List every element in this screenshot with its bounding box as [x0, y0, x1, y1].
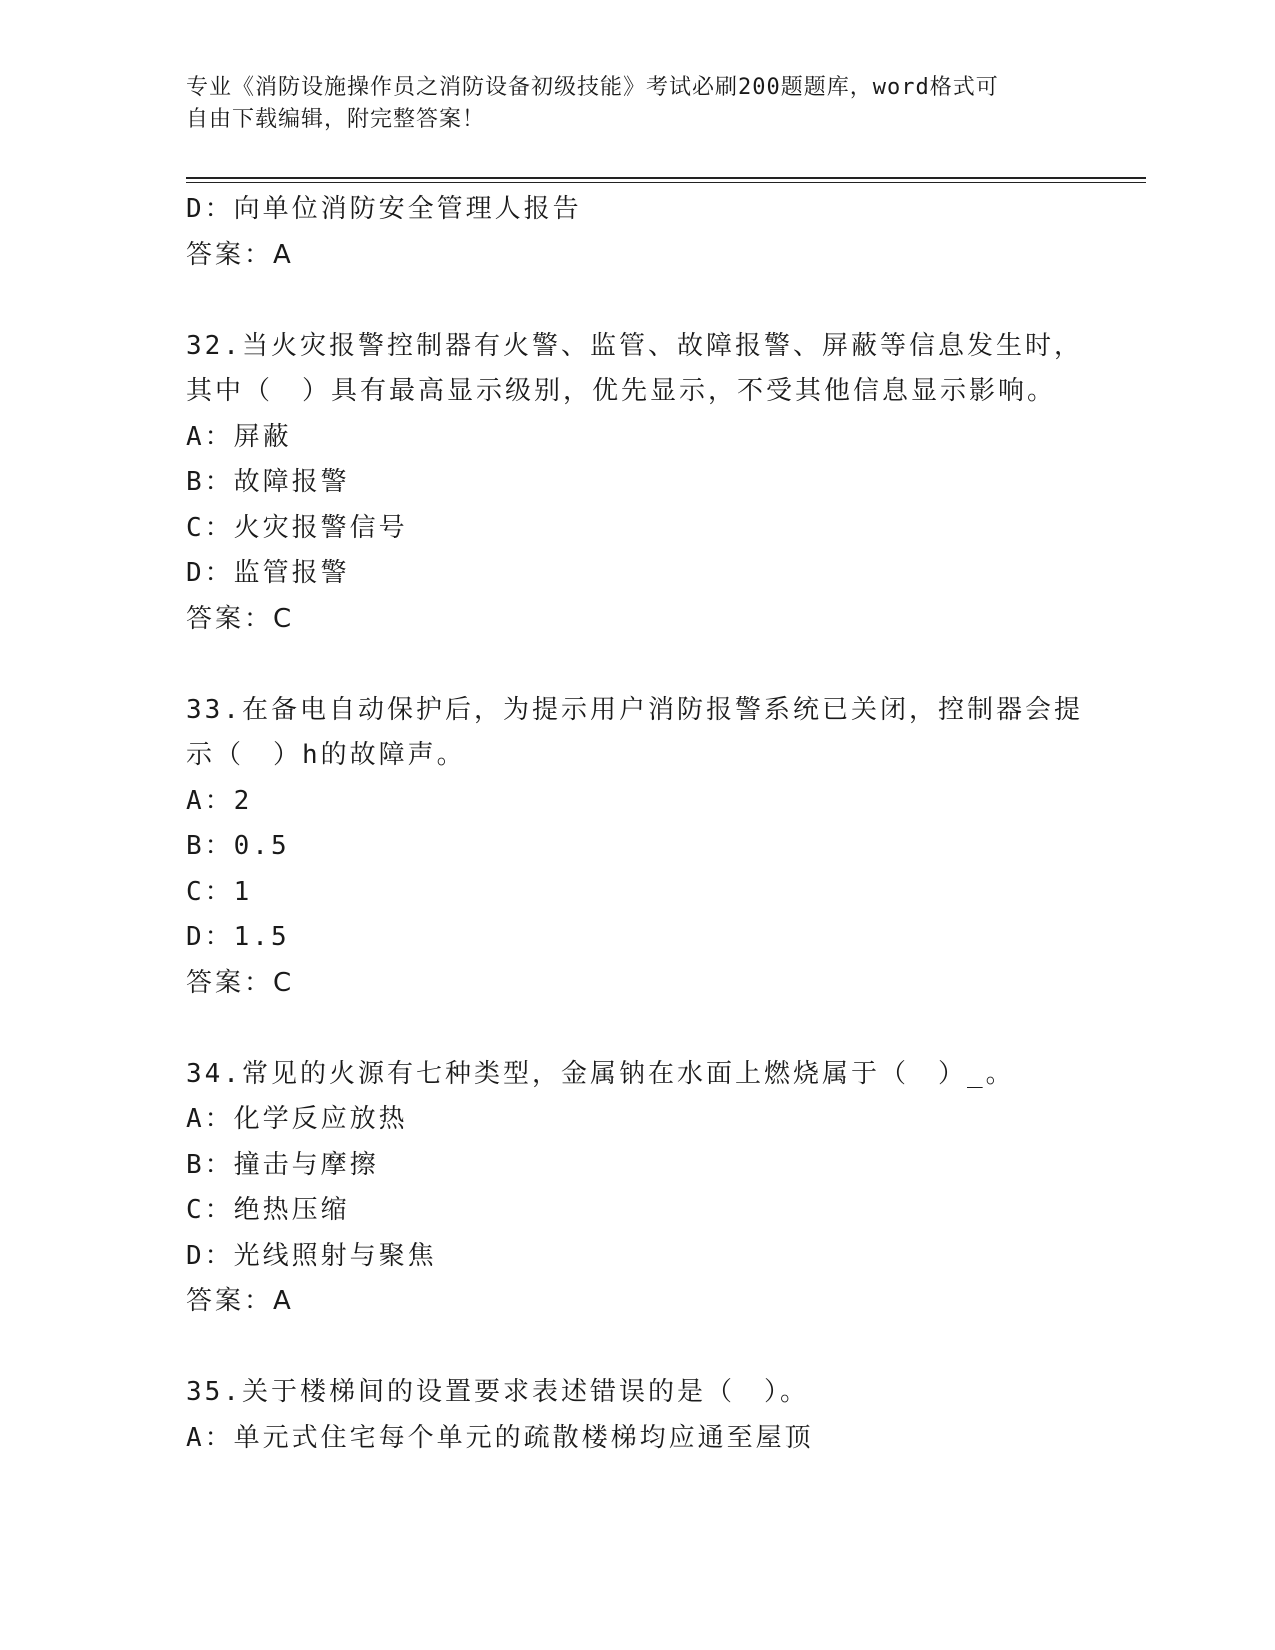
option-d: D：1.5: [186, 922, 290, 952]
question-35: [186, 1370, 1086, 1461]
question-32: [186, 324, 1086, 643]
option-d: D：光线照射与聚焦: [186, 1240, 437, 1271]
previous-question-tail: [186, 187, 1086, 278]
question-stem-line-2: 其中（ ）具有最高显示级别，优先显示，不受其他信息显示影响。: [186, 376, 1057, 406]
header-line-1: 专业《消防设施操作员之消防设备初级技能》考试必刷200题题库，word格式可: [186, 75, 999, 100]
option-a: A：单元式住宅每个单元的疏散楼梯均应通至屋顶: [186, 1422, 814, 1453]
question-stem-line-2: 示（ ）h的故障声。: [186, 740, 466, 770]
option-a: A：2: [186, 785, 253, 816]
header-divider-thick: [186, 177, 1146, 179]
option-b: B：故障报警: [186, 467, 350, 497]
option-c: C：火灾报警信号: [186, 512, 408, 543]
option-d: D：监管报警: [186, 558, 350, 588]
question-stem-line-1: 32.当火灾报警控制器有火警、监管、故障报警、屏蔽等信息发生时，: [186, 330, 1083, 361]
question-stem-line-1: 34.常见的火源有七种类型，金属钠在水面上燃烧属于（ ）_。: [186, 1058, 1015, 1089]
answer-line: 答案：A: [186, 239, 294, 270]
page-header: [186, 72, 1066, 136]
answer-line: 答案：A: [186, 1286, 294, 1316]
question-stem-line-1: 33.在备电自动保护后，为提示用户消防报警系统已关闭，控制器会提: [186, 694, 1083, 725]
option-c: C：绝热压缩: [186, 1195, 350, 1225]
header-line-2: 自由下载编辑，附完整答案！: [186, 107, 486, 132]
answer-line: 答案：C: [186, 967, 295, 998]
option-c: C：1: [186, 876, 253, 907]
question-33: [186, 688, 1086, 1007]
question-list: [186, 187, 1086, 1461]
header-divider-thin: [186, 182, 1146, 183]
spacer: [186, 1006, 1086, 1052]
spacer: [186, 1325, 1086, 1371]
question-34: [186, 1052, 1086, 1325]
question-stem-line-1: 35.关于楼梯间的设置要求表述错误的是（ ）。: [186, 1377, 809, 1407]
option-b: B：0.5: [186, 831, 290, 861]
option-a: A：屏蔽: [186, 421, 292, 452]
spacer: [186, 642, 1086, 688]
option-d: D：向单位消防安全管理人报告: [186, 194, 582, 224]
answer-line: 答案：C: [186, 603, 295, 634]
option-a: A：化学反应放热: [186, 1104, 408, 1134]
spacer: [186, 278, 1086, 324]
option-b: B：撞击与摩擦: [186, 1149, 379, 1180]
